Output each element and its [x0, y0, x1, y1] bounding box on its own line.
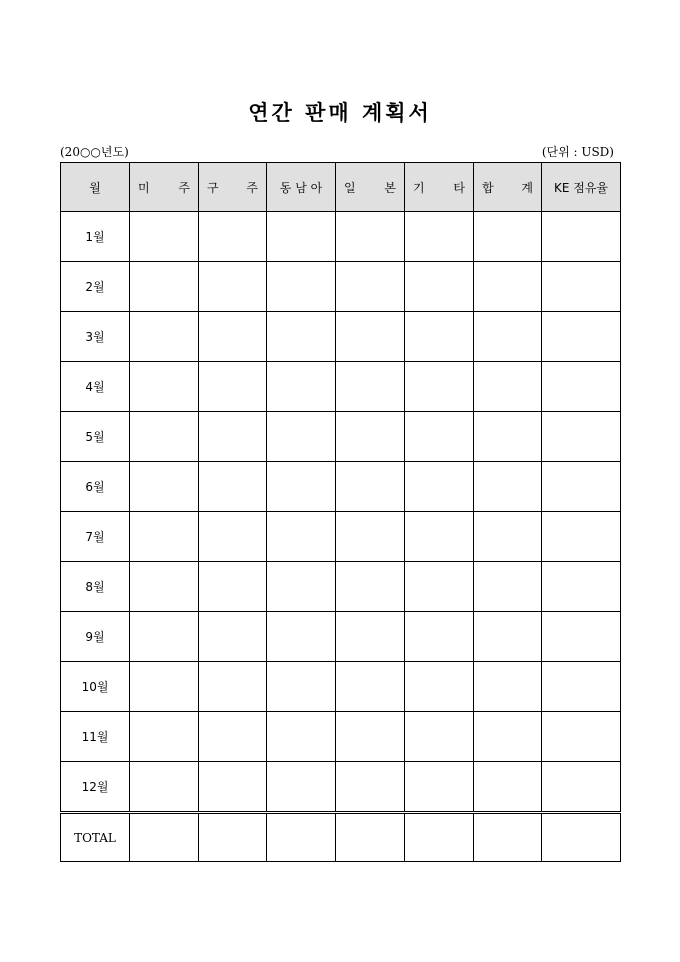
cell-japan[interactable]	[336, 762, 405, 813]
table-row	[61, 612, 621, 662]
header-americas: 미 주	[130, 163, 199, 212]
cell-europe[interactable]	[199, 712, 267, 762]
cell-southeast-asia[interactable]	[267, 662, 336, 712]
month-label: 8월	[61, 562, 130, 612]
table-row	[61, 712, 621, 762]
cell-japan[interactable]	[336, 212, 405, 262]
header-japan: 일 본	[336, 163, 405, 212]
table-row	[61, 762, 621, 813]
table-row	[61, 662, 621, 712]
cell-other[interactable]	[405, 262, 474, 312]
cell-southeast-asia[interactable]	[267, 212, 336, 262]
cell-japan[interactable]	[336, 312, 405, 362]
month-label: 12월	[61, 762, 130, 813]
table-row	[61, 412, 621, 462]
cell-japan[interactable]	[336, 662, 405, 712]
header-europe: 구 주	[199, 163, 267, 212]
header-sum: 합 계	[474, 163, 542, 212]
header-other: 기 타	[405, 163, 474, 212]
header-ke-share: KE 점유율	[542, 163, 621, 212]
month-label: 1월	[61, 212, 130, 262]
total-ke-share[interactable]	[542, 813, 621, 862]
cell-japan[interactable]	[336, 262, 405, 312]
cell-sum[interactable]	[474, 462, 542, 512]
month-label: 4월	[61, 362, 130, 412]
cell-americas[interactable]	[130, 512, 199, 562]
month-label: 11월	[61, 712, 130, 762]
total-southeast-asia[interactable]	[267, 813, 336, 862]
cell-southeast-asia[interactable]	[267, 712, 336, 762]
header-row	[61, 163, 621, 212]
cell-japan[interactable]	[336, 362, 405, 412]
table-row	[61, 562, 621, 612]
year-label: (20○○년도)	[60, 145, 129, 159]
cell-ke-share[interactable]	[542, 312, 621, 362]
month-label: 9월	[61, 612, 130, 662]
cell-southeast-asia[interactable]	[267, 312, 336, 362]
cell-southeast-asia[interactable]	[267, 362, 336, 412]
cell-europe[interactable]	[199, 412, 267, 462]
total-japan[interactable]	[336, 813, 405, 862]
cell-ke-share[interactable]	[542, 462, 621, 512]
cell-southeast-asia[interactable]	[267, 412, 336, 462]
cell-southeast-asia[interactable]	[267, 512, 336, 562]
cell-ke-share[interactable]	[542, 412, 621, 462]
cell-americas[interactable]	[130, 212, 199, 262]
cell-other[interactable]	[405, 312, 474, 362]
cell-europe[interactable]	[199, 612, 267, 662]
cell-americas[interactable]	[130, 412, 199, 462]
total-europe[interactable]	[199, 813, 267, 862]
month-label: 5월	[61, 412, 130, 462]
cell-southeast-asia[interactable]	[267, 262, 336, 312]
cell-europe[interactable]	[199, 562, 267, 612]
cell-americas[interactable]	[130, 362, 199, 412]
cell-other[interactable]	[405, 612, 474, 662]
cell-ke-share[interactable]	[542, 512, 621, 562]
cell-americas[interactable]	[130, 712, 199, 762]
cell-sum[interactable]	[474, 312, 542, 362]
cell-sum[interactable]	[474, 412, 542, 462]
header-southeast-asia: 동 남 아	[267, 163, 336, 212]
cell-europe[interactable]	[199, 212, 267, 262]
cell-japan[interactable]	[336, 562, 405, 612]
header-month: 월	[61, 163, 130, 212]
cell-southeast-asia[interactable]	[267, 612, 336, 662]
cell-americas[interactable]	[130, 262, 199, 312]
cell-americas[interactable]	[130, 562, 199, 612]
cell-sum[interactable]	[474, 512, 542, 562]
table-row	[61, 462, 621, 512]
cell-americas[interactable]	[130, 762, 199, 813]
total-row	[61, 813, 621, 862]
cell-ke-share[interactable]	[542, 362, 621, 412]
cell-sum[interactable]	[474, 662, 542, 712]
month-label: 7월	[61, 512, 130, 562]
cell-japan[interactable]	[336, 512, 405, 562]
cell-europe[interactable]	[199, 662, 267, 712]
cell-americas[interactable]	[130, 312, 199, 362]
cell-other[interactable]	[405, 462, 474, 512]
cell-ke-share[interactable]	[542, 212, 621, 262]
cell-japan[interactable]	[336, 612, 405, 662]
cell-europe[interactable]	[199, 762, 267, 813]
cell-other[interactable]	[405, 412, 474, 462]
month-label: 10월	[61, 662, 130, 712]
cell-americas[interactable]	[130, 612, 199, 662]
cell-sum[interactable]	[474, 212, 542, 262]
cell-other[interactable]	[405, 362, 474, 412]
cell-ke-share[interactable]	[542, 712, 621, 762]
cell-other[interactable]	[405, 662, 474, 712]
cell-ke-share[interactable]	[542, 262, 621, 312]
total-label: TOTAL	[61, 813, 130, 862]
cell-other[interactable]	[405, 212, 474, 262]
cell-other[interactable]	[405, 712, 474, 762]
sales-plan-table	[60, 162, 621, 862]
cell-southeast-asia[interactable]	[267, 762, 336, 813]
cell-ke-share[interactable]	[542, 562, 621, 612]
cell-japan[interactable]	[336, 412, 405, 462]
cell-southeast-asia[interactable]	[267, 462, 336, 512]
total-other[interactable]	[405, 813, 474, 862]
cell-other[interactable]	[405, 512, 474, 562]
table-row	[61, 262, 621, 312]
table-row	[61, 512, 621, 562]
cell-ke-share[interactable]	[542, 762, 621, 813]
cell-europe[interactable]	[199, 312, 267, 362]
cell-americas[interactable]	[130, 462, 199, 512]
cell-sum[interactable]	[474, 712, 542, 762]
cell-ke-share[interactable]	[542, 612, 621, 662]
cell-southeast-asia[interactable]	[267, 562, 336, 612]
table-row	[61, 312, 621, 362]
cell-sum[interactable]	[474, 262, 542, 312]
cell-europe[interactable]	[199, 262, 267, 312]
cell-sum[interactable]	[474, 612, 542, 662]
month-label: 6월	[61, 462, 130, 512]
cell-sum[interactable]	[474, 762, 542, 813]
cell-americas[interactable]	[130, 662, 199, 712]
cell-sum[interactable]	[474, 362, 542, 412]
unit-label: (단위 : USD)	[541, 145, 614, 159]
table-row	[61, 362, 621, 412]
cell-europe[interactable]	[199, 362, 267, 412]
cell-other[interactable]	[405, 562, 474, 612]
document-title: 연간 판매 계획서	[248, 100, 432, 125]
total-sum[interactable]	[474, 813, 542, 862]
cell-sum[interactable]	[474, 562, 542, 612]
table-row	[61, 212, 621, 262]
cell-japan[interactable]	[336, 462, 405, 512]
cell-ke-share[interactable]	[542, 662, 621, 712]
month-label: 2월	[61, 262, 130, 312]
cell-other[interactable]	[405, 762, 474, 813]
cell-japan[interactable]	[336, 712, 405, 762]
total-americas[interactable]	[130, 813, 199, 862]
month-label: 3월	[61, 312, 130, 362]
cell-europe[interactable]	[199, 512, 267, 562]
cell-europe[interactable]	[199, 462, 267, 512]
